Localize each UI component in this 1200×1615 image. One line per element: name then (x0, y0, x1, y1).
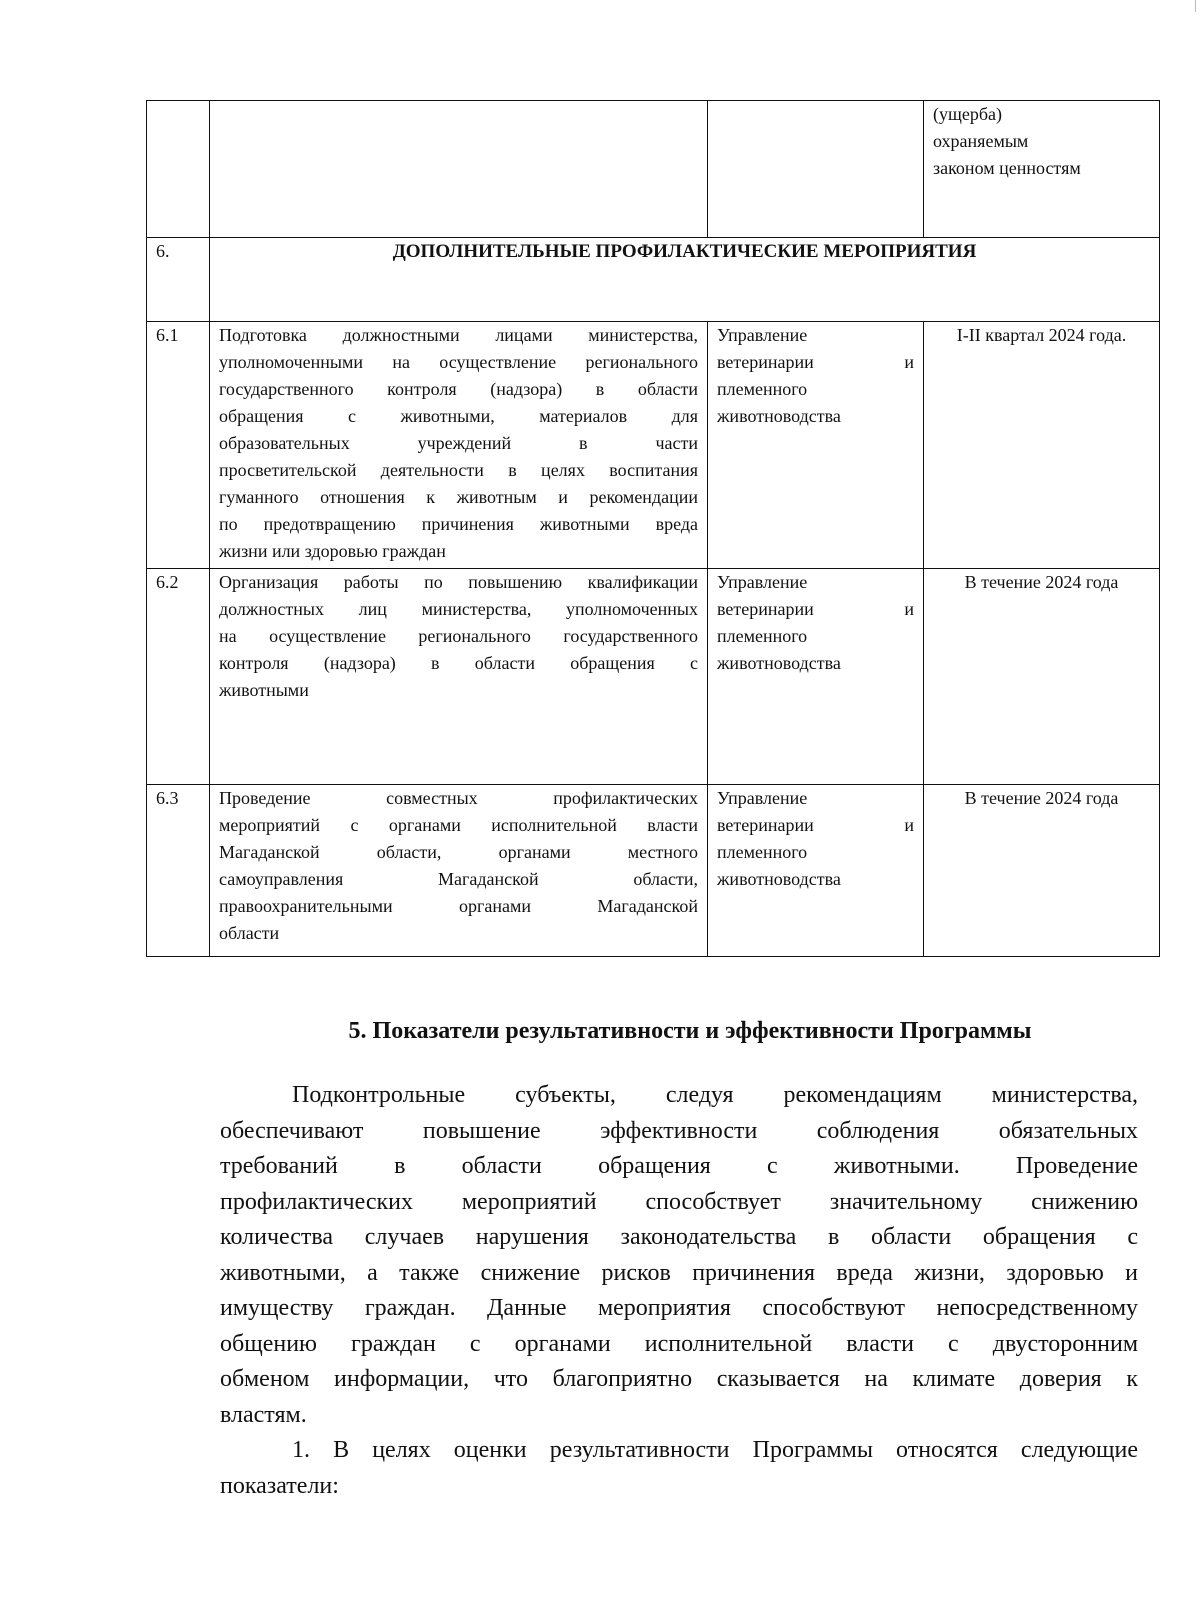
section-heading: 5. Показатели результативности и эффективности Программы (348, 1018, 1032, 1044)
paragraph-line: животными, а также снижение рисков причинения вреда жизни, здоровью и (220, 1259, 1138, 1286)
row-responsible (708, 322, 924, 569)
desc-line: уполномоченными на осуществление регионального (219, 352, 698, 372)
paragraph-2-continued (220, 1469, 1138, 1505)
desc-line: должностных лиц министерства, уполномоченных (219, 599, 698, 619)
resp-line-split (717, 349, 914, 376)
resp-word: ветеринарии (717, 815, 814, 835)
scan-artifact (1195, 0, 1196, 12)
resp-line: Управление (717, 325, 808, 345)
desc-line: Проведение совместных профилактических (219, 788, 698, 808)
resp-word: и (904, 815, 914, 835)
resp-line: животноводства (717, 406, 841, 426)
desc-line: Организация работы по повышению квалификации (219, 572, 698, 592)
desc-line: на осуществление регионального государственного (219, 626, 698, 646)
resp-line: Управление (717, 788, 808, 808)
cell-note (924, 101, 1160, 238)
desc-line: по предотвращению причинения животными вреда (219, 514, 698, 534)
measures-table (146, 100, 1160, 957)
paragraph-line: властям. (220, 1401, 307, 1428)
resp-line: Управление (717, 572, 808, 592)
row-number: 6.2 (147, 569, 210, 785)
paragraph-line: имуществу граждан. Данные мероприятия способствуют непосредственному (220, 1295, 1138, 1321)
paragraph-line: 1. В целях оценки результативности Программы относятся следующие (292, 1437, 1138, 1463)
desc-line: самоуправления Магаданской области, (219, 869, 698, 889)
desc-line: просветительской деятельности в целях воспитания (219, 460, 698, 480)
note-line: (ущерба) (933, 104, 1002, 124)
paragraph-1 (220, 1078, 1138, 1114)
note-line: законом ценностям (933, 158, 1081, 178)
section-title: ДОПОЛНИТЕЛЬНЫЕ ПРОФИЛАКТИЧЕСКИЕ МЕРОПРИЯТИЯ (210, 238, 1160, 322)
cell-desc-empty (210, 101, 708, 238)
paragraph-line: показатели: (220, 1472, 339, 1499)
note-line: охраняемым (933, 131, 1029, 151)
paragraph-line: Подконтрольные субъекты, следуя рекомендациям министерства, (292, 1082, 1138, 1108)
desc-line: контроля (надзора) в области обращения с (219, 653, 698, 673)
paragraph-1-continued (220, 1114, 1138, 1434)
desc-line: правоохранительными органами Магаданской (219, 896, 698, 916)
paragraph-2 (220, 1433, 1138, 1469)
row-description (210, 569, 708, 785)
desc-line: области (219, 923, 280, 943)
paragraph-line: требований в области обращения с животными. Проведение (220, 1153, 1138, 1179)
resp-line: племенного (717, 379, 808, 399)
row-responsible (708, 785, 924, 957)
paragraph-line: общению граждан с органами исполнительной власти с двусторонним (220, 1330, 1138, 1357)
resp-word: и (904, 352, 914, 372)
row-number: 6.1 (147, 322, 210, 569)
body-text (220, 1078, 1138, 1504)
row-description (210, 322, 708, 569)
resp-line-split (717, 596, 914, 623)
section-number: 6. (147, 238, 210, 322)
paragraph-line: обеспечивают повышение эффективности соблюдения обязательных (220, 1117, 1138, 1144)
resp-line-split (717, 812, 914, 839)
cell-resp-empty (708, 101, 924, 238)
desc-line: жизни или здоровью граждан (219, 541, 446, 561)
paragraph-line: количества случаев нарушения законодательства в области обращения с (220, 1224, 1138, 1250)
table-row (147, 569, 1160, 785)
desc-line: образовательных учреждений в части (219, 433, 698, 453)
paragraph-line: обменом информации, что благоприятно сказывается на климате доверия к (220, 1366, 1138, 1392)
resp-word: и (904, 599, 914, 619)
row-number: 6.3 (147, 785, 210, 957)
desc-line: государственного контроля (надзора) в области (219, 379, 698, 399)
desc-line: Магаданской области, органами местного (219, 842, 698, 862)
resp-word: ветеринарии (717, 599, 814, 619)
resp-line: племенного (717, 626, 808, 646)
row-term: В течение 2024 года (924, 785, 1160, 957)
desc-line: гуманного отношения к животным и рекомендации (219, 487, 698, 507)
row-responsible (708, 569, 924, 785)
cell-num-empty (147, 101, 210, 238)
row-term: В течение 2024 года (924, 569, 1160, 785)
table-row (147, 785, 1160, 957)
desc-line: мероприятий с органами исполнительной власти (219, 815, 698, 835)
table-section-row (147, 238, 1160, 322)
desc-line: обращения с животными, материалов для (219, 406, 698, 426)
desc-line: Подготовка должностными лицами министерства, (219, 325, 698, 345)
desc-line: животными (219, 680, 309, 700)
row-term: I-II квартал 2024 года. (924, 322, 1160, 569)
row-description (210, 785, 708, 957)
resp-line: животноводства (717, 869, 841, 889)
resp-word: ветеринарии (717, 352, 814, 372)
table-row (147, 322, 1160, 569)
table-row-continuation (147, 101, 1160, 238)
resp-line: животноводства (717, 653, 841, 673)
paragraph-line: профилактических мероприятий способствует значительному снижению (220, 1188, 1138, 1215)
resp-line: племенного (717, 842, 808, 862)
